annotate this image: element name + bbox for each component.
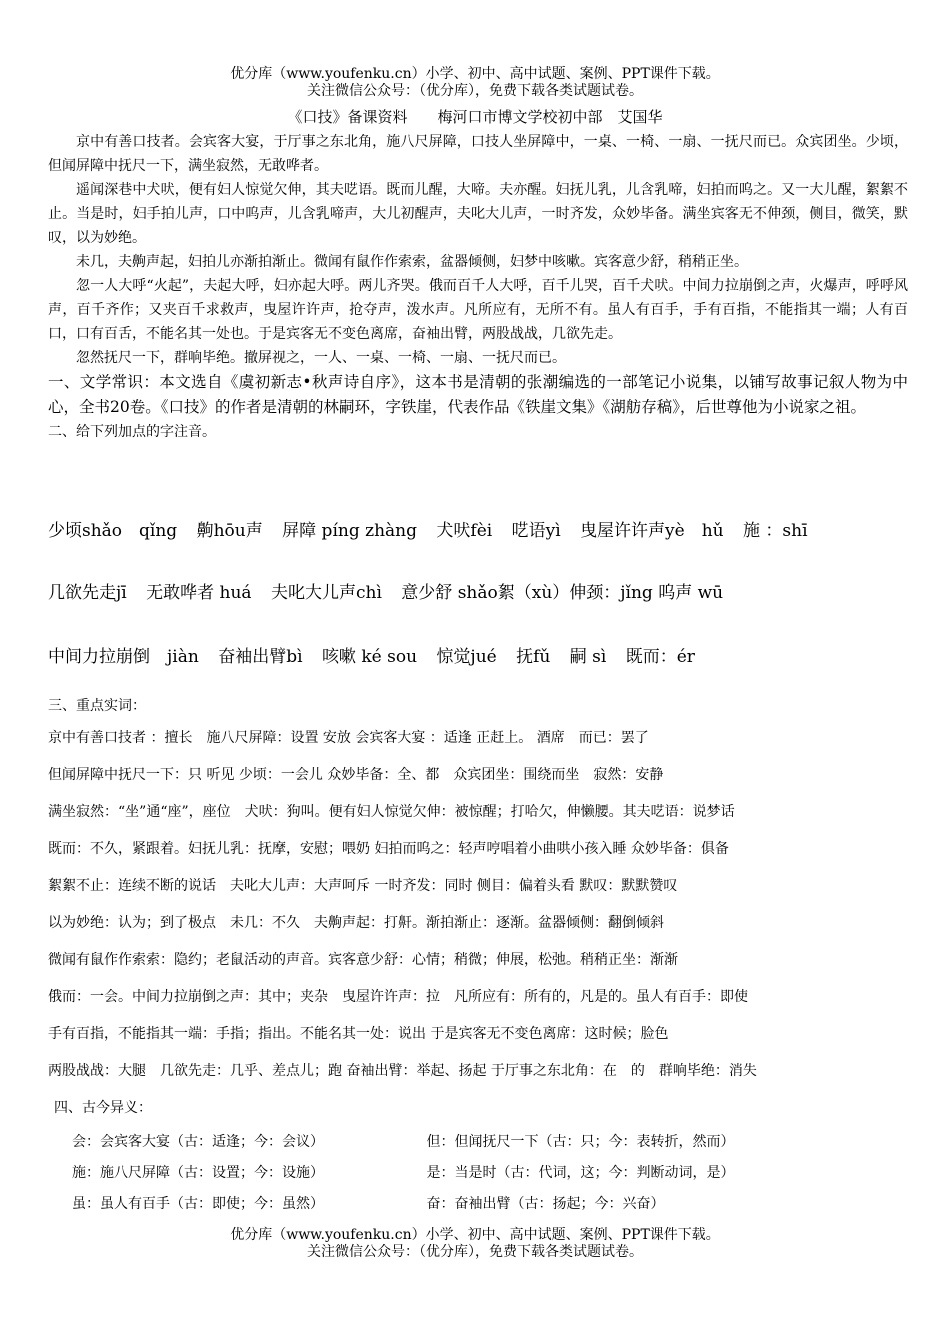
footer-line-1: 优分库（www.youfenku.cn）小学、初中、高中试题、案例、PPT课件下载。 [230, 1227, 720, 1243]
section-pinyin-title: 二、给下列加点的字注音。 [48, 424, 216, 440]
gujin-cell: 奋：奋袖出臂（古：扬起；今：兴奋） [426, 1196, 665, 1212]
section-vocab-heading [48, 694, 908, 718]
pinyin-item: 呓语yì [511, 521, 561, 541]
gujin-row [72, 1158, 892, 1189]
pinyin-item: 少顷shǎo qǐng [48, 521, 178, 541]
pinyin-item: 嗣 sì [569, 647, 607, 667]
header-line-1: 优分库（www.youfenku.cn）小学、初中、高中试题、案例、PPT课件下载。 [230, 66, 720, 82]
gujin-cell: 会：会宾客大宴（古：适逢；今：会议） [72, 1134, 324, 1150]
pinyin-item: 屏障 píng zhàng [282, 521, 417, 541]
pinyin-item: 既而：ér [625, 647, 695, 667]
pinyin-item: 齁hōu声 [196, 521, 263, 541]
paragraph-1: 京中有善口技者。会宾客大宴，于厅事之东北角，施八尺屏障，口技人坐屏障中，一桌、一椅、一扇、一抚尺而已。众宾团坐。少顷，但闻屏障中抚尺一下，满坐寂然，无敢哗者。 [48, 134, 908, 174]
page-footer [0, 1227, 950, 1261]
pinyin-item: 奋袖出臂bì [218, 647, 303, 667]
section-gujin-title: 四、古今异义： [54, 1100, 152, 1116]
vocab-line: 但闻屏障中抚尺一下：只 听见 少顷：一会儿 众妙毕备：全、都 众宾团坐：围绕而坐 寂然：安静 [48, 767, 664, 783]
pinyin-item: 几欲先走jī [48, 583, 127, 603]
gujin-cell: 是：当是时（古：代词，这；今：判断动词，是） [426, 1165, 735, 1181]
vocab-line: 手有百指，不能指其一端：手指；指出。不能名其一处：说出 于是宾客无不变色离席：这时候；脸色 [48, 1026, 669, 1042]
vocab-line: 以为妙绝：认为；到了极点 未几：不久 夫齁声起：打鼾。渐拍渐止：逐渐。盆器倾侧：翻倒倾斜 [48, 915, 664, 931]
paragraph-5: 忽然抚尺一下，群响毕绝。撤屏视之，一人、一桌、一椅、一扇、一抚尺而已。 [76, 350, 566, 366]
pinyin-item: 意少舒 shǎo絮（xù）伸颈：jǐng 呜声 wū [401, 583, 724, 603]
pinyin-item: 抚fǔ [516, 647, 551, 667]
gujin-row [72, 1127, 892, 1158]
pinyin-row-3 [48, 642, 928, 667]
header-line-2: 关注微信公众号：（优分库），免费下载各类试题试卷。 [307, 83, 643, 99]
pinyin-item: 惊觉jué [436, 647, 497, 667]
gujin-table [72, 1127, 892, 1220]
gujin-cell: 但：但闻抚尺一下（古：只；今：表转折，然而） [426, 1134, 735, 1150]
pinyin-item: 夫叱大儿声chì [270, 583, 382, 603]
vocab-list [48, 720, 918, 1090]
gujin-cell: 施：施八尺屏障（古：设置；今：设施） [72, 1165, 324, 1181]
paragraph-3: 未几，夫齁声起，妇拍儿亦渐拍渐止。微闻有鼠作作索索，盆器倾侧，妇梦中咳嗽。宾客意少舒，稍稍正坐。 [76, 254, 748, 270]
gujin-cell: 虽：虽人有百手（古：即使；今：虽然） [72, 1196, 324, 1212]
vocab-line: 既而：不久，紧跟着。妇抚儿乳：抚摩，安慰；喂奶 妇拍而呜之：轻声哼唱着小曲哄小孩入睡 众妙毕备：俱备 [48, 841, 729, 857]
page-header [0, 66, 950, 100]
vocab-line: 絮絮不止：连续不断的说话 夫叱大儿声：大声呵斥 一时齐发：同时 侧目：偏着头看 默叹：默默赞叹 [48, 878, 678, 894]
pinyin-item: 无敢哗者 huá [146, 583, 252, 603]
vocab-line: 满坐寂然：“坐”通“座”，座位 犬吠：狗叫。便有妇人惊觉欠伸：被惊醒；打哈欠，伸懒腰。其夫呓语：说梦话 [48, 804, 735, 820]
vocab-line: 京中有善口技者 ：擅长 施八尺屏障：设置 安放 会宾客大宴 ：适逢 正赶上。 酒席 而已：罢了 [48, 730, 649, 746]
pinyin-item: 曳屋许许声yè hǔ [580, 521, 724, 541]
gujin-row [72, 1189, 892, 1220]
text-body [48, 130, 908, 444]
page-title: 《口技》备课资料 梅河口市博文学校初中部 艾国华 [287, 108, 663, 126]
pinyin-item: 咳嗽 ké sou [321, 647, 418, 667]
pinyin-row-2 [48, 578, 928, 603]
paragraph-2: 遥闻深巷中犬吠，便有妇人惊觉欠伸，其夫呓语。既而儿醒，大啼。夫亦醒。妇抚儿乳，儿含乳啼，妇拍而呜之。又一大儿醒，絮絮不止。当是时，妇手拍儿声，口中呜声，儿含乳啼声，大儿初醒声，夫叱大儿声，一时齐发，众妙毕备。满坐宾客无不伸颈，侧目，微笑，默叹，以为妙绝。 [48, 182, 908, 246]
pinyin-item: 施 ：shī [743, 521, 808, 541]
pinyin-item: 犬吠fèi [436, 521, 493, 541]
pinyin-item: 中间力拉崩倒 jiàn [48, 647, 199, 667]
vocab-line: 微闻有鼠作作索索：隐约；老鼠活动的声音。宾客意少舒：心情；稍微；伸展，松弛。稍稍正坐：渐渐 [48, 952, 678, 968]
pinyin-row-1 [48, 516, 928, 541]
footer-line-2: 关注微信公众号：（优分库），免费下载各类试题试卷。 [307, 1244, 643, 1260]
vocab-line: 俄而：一会。中间力拉崩倒之声：其中；夹杂 曳屋许许声：拉 凡所应有：所有的，凡是的。虽人有百手：即使 [48, 989, 748, 1005]
section-vocab-title: 三、重点实词： [48, 698, 146, 714]
paragraph-4: 忽一人大呼“火起”，夫起大呼，妇亦起大呼。两儿齐哭。俄而百千人大呼，百千儿哭，百千犬吠。中间力拉崩倒之声，火爆声，呼呼风声，百千齐作；又夹百千求救声，曳屋许许声，抢夺声，泼水声。凡所应有，无所不有。虽人有百手，手有百指，不能指其一端；人有百口，口有百舌，不能名其一处也。于是宾客无不变色离席，奋袖出臂，两股战战，几欲先走。 [48, 278, 908, 342]
vocab-line: 两股战战：大腿 几欲先走：几乎、差点儿；跑 奋袖出臂：举起、扬起 于厅事之东北角：在 的 群响毕绝：消失 [48, 1063, 757, 1079]
section-literary-knowledge: 一、文学常识：本文选自《虞初新志•秋声诗自序》，这本书是清朝的张潮编选的一部笔记小说集，以铺写故事记叙人物为中心，全书20卷。《口技》的作者是清朝的林嗣环，字铁崖，代表作品《铁崖文集》《湖舫存稿》，后世尊他为小说家之祖。 [48, 373, 908, 416]
